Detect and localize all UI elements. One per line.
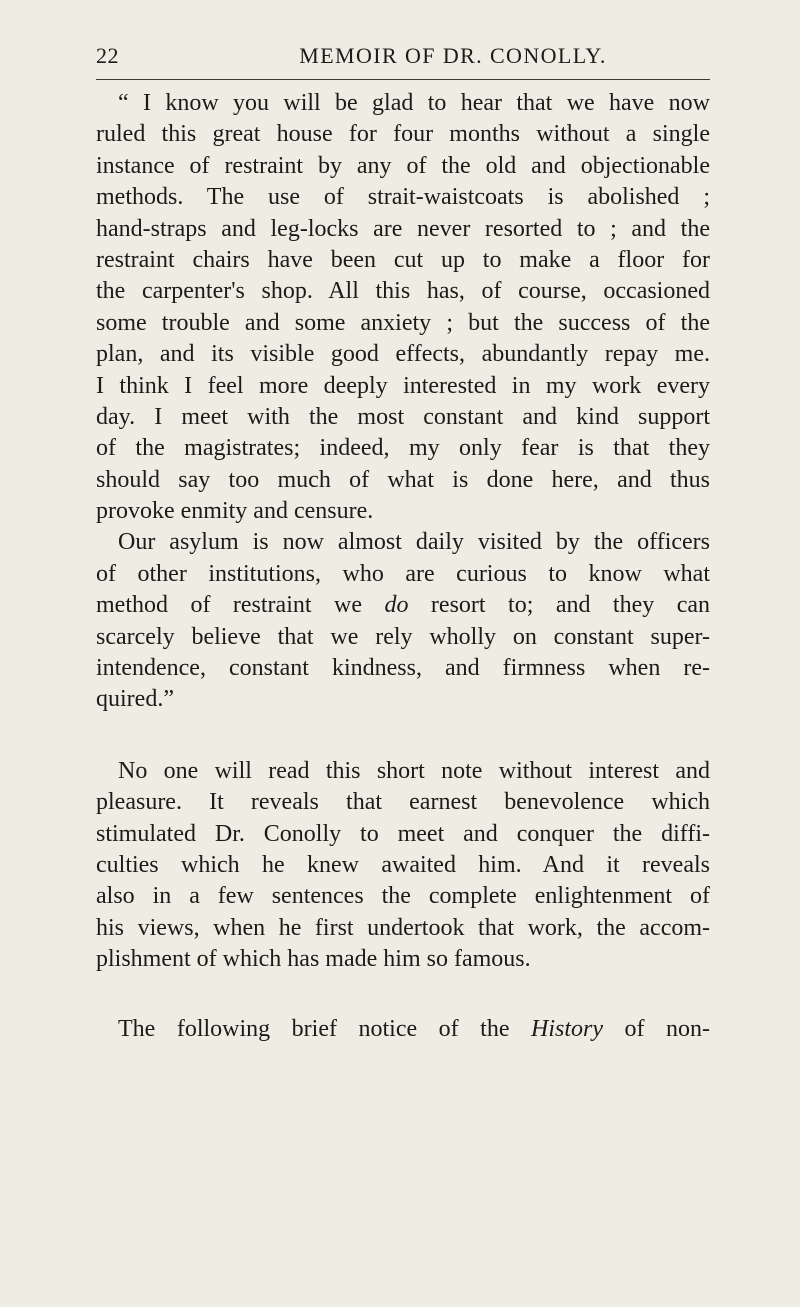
- emphasis: History: [530, 1015, 603, 1042]
- text-line: some trouble and some anxiety ; but the success of the: [96, 309, 710, 336]
- text-line: Our asylum is now almost daily visited by the officers: [118, 529, 710, 556]
- text-fragment: The following brief notice of the: [118, 1015, 510, 1042]
- text-line: his views, when he first undertook that work, the accom-: [96, 914, 710, 941]
- text-line: pleasure. It reveals that earnest benevolence which: [96, 789, 710, 816]
- text-line: of the magistrates; indeed, my only fear is that they: [96, 435, 710, 462]
- text-line: [96, 590, 710, 621]
- text-line: instance of restraint by any of the old and objectionable: [96, 152, 710, 179]
- quoted-letter-paragraph-2: [96, 527, 710, 715]
- text-line: intendence, constant kindness, and firmness when re-: [96, 655, 710, 682]
- text-line: restraint chairs have been cut up to make a floor for: [96, 246, 710, 273]
- text-line: provoke enmity and censure.: [96, 498, 374, 525]
- commentary-paragraph: [96, 756, 710, 976]
- text-fragment: resort to; and they can: [430, 592, 711, 619]
- text-line: culties which he knew awaited him. And it reveals: [96, 851, 710, 878]
- text-line: methods. The use of strait-waistcoats is abolished ;: [96, 184, 710, 211]
- text-line: [96, 1014, 710, 1045]
- text-line: the carpenter's shop. All this has, of course, occasioned: [96, 278, 710, 305]
- text-line: No one will read this short note without interest and: [118, 757, 710, 784]
- page-number: 22: [96, 43, 119, 68]
- text-line: quired.”: [96, 686, 174, 713]
- text-line: hand-straps and leg-locks are never resorted to ; and the: [96, 215, 710, 242]
- text-line: should say too much of what is done here, and thus: [96, 466, 710, 493]
- emphasis: do: [384, 592, 409, 619]
- quoted-letter-paragraph-1: [96, 88, 710, 527]
- text-fragment: of non-: [624, 1015, 710, 1042]
- paragraph-spacer: [96, 716, 710, 756]
- text-line: day. I meet with the most constant and kind support: [96, 403, 710, 430]
- text-line: also in a few sentences the complete enlightenment of: [96, 883, 710, 910]
- text-line: I think I feel more deeply interested in my work every: [96, 372, 710, 399]
- text-line: “ I know you will be glad to hear that we have now: [118, 90, 710, 116]
- text-line: plishment of which has made him so famous.: [96, 946, 531, 973]
- text-fragment: method of restraint we: [96, 592, 362, 619]
- text-line: ruled this great house for four months without a single: [96, 121, 710, 148]
- header-rule: [96, 79, 710, 80]
- text-line: of other institutions, who are curious to know what: [96, 560, 710, 587]
- page-body: [96, 88, 710, 1045]
- page-header: [96, 43, 710, 73]
- paragraph-spacer: [96, 976, 710, 1014]
- text-line: scarcely believe that we rely wholly on constant super-: [96, 623, 710, 650]
- text-line: stimulated Dr. Conolly to meet and conquer the diffi-: [96, 820, 710, 847]
- text-line: plan, and its visible good effects, abundantly repay me.: [96, 341, 710, 368]
- running-head: MEMOIR OF DR. CONOLLY.: [299, 43, 607, 68]
- closing-paragraph: [96, 1014, 710, 1045]
